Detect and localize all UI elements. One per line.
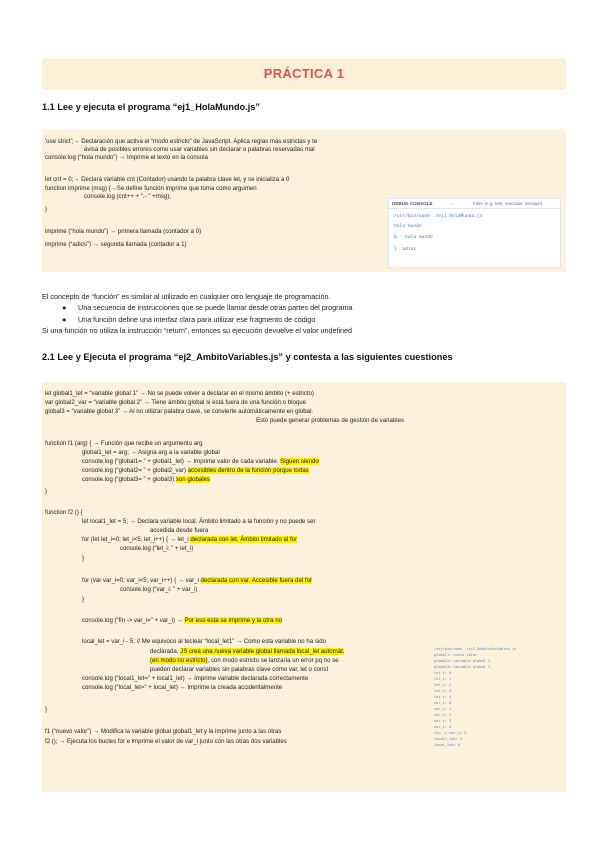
filter-input: Filter (e.g. text, !exclude, \escape) [473, 201, 543, 206]
code-line: pueden declarar variables sin palabras clave como var, let o const [150, 666, 329, 673]
code-line: global1_let = arg; → Asigna arg a la variable global [82, 449, 220, 456]
code-text: declarada, [150, 648, 181, 655]
console-line: global2= variable global 2 [434, 659, 491, 663]
code-line: console.log (“local_let=” + local_let) → Imprime la creada accidentalmente [82, 684, 283, 691]
code-line: accedida desde fuera [150, 527, 209, 534]
paragraph-intro: El concepto de “función” es similar al utilizado en cualquier otro lenguaje de programación. [42, 292, 331, 301]
console-line: let_i: 0 [434, 671, 452, 675]
console-line: var_i: 2 [434, 713, 452, 717]
code-line: } [45, 706, 48, 713]
code-line [82, 617, 282, 625]
highlight: declarada con var. Accesible fuera del for [200, 577, 312, 584]
console-line: local_let= 0 [434, 743, 460, 747]
highlight: Por eso esta se imprime y la otra no [184, 617, 282, 624]
console-line: var_i: 4 [434, 725, 452, 729]
console-divider [389, 208, 560, 209]
console-line: let_i: 1 [434, 677, 452, 681]
console-line: 1. adios [394, 247, 417, 252]
code-line: let local1_let = 5; → Declara variable local. Ámbito limitado a la función y no puede ser [82, 518, 316, 525]
paragraph-outro: Si una función no utiliza la instrucción “return”, entonces su ejecución devuelve el valor undefined [42, 326, 353, 335]
code-block-1 [42, 130, 566, 272]
code-line: 'use strict';→ Declaración que activa el “modo estricto” de JavaScript. Aplica reglas más estrictas y te [45, 138, 318, 145]
console-line: var_i: 0 [434, 701, 452, 705]
code-line [82, 458, 319, 466]
code-line: console.log (“hola mundo”) → Imprime el texto en la consola [45, 154, 208, 161]
console-line: let_i: 3 [434, 689, 452, 693]
section2-heading: 2.1 Lee y Ejecuta el programa “ej2_AmbitoVariables.js” y contesta a las siguientes cuestiones [42, 352, 453, 362]
code-line: f1 (“nuevo valor”) → Modifica la variable global global1_let y la imprime junto a las otras [45, 728, 282, 735]
bullet-text: Una secuencia de instrucciones que se puede llamar desde otras partes del programa [78, 303, 353, 312]
code-text: for (let let_i=0; let_i<5; let_i++) { → let_i [82, 536, 191, 543]
console-line: global1: nuevo valor [434, 653, 478, 657]
section1-heading: 1.1 Lee y ejecuta el programa “ej1_HolaMundo.js” [42, 102, 261, 112]
console-line: 0.- hola mundo [394, 235, 433, 240]
code-line [150, 657, 339, 665]
debug-console-screenshot [388, 198, 561, 268]
code-line [82, 577, 312, 585]
bullet-icon: ● [62, 315, 67, 324]
console-line: var_i: 1 [434, 707, 452, 711]
code-line: console.log (“local1_let=” + local1_let) → Imprime variable declarada correctamente [82, 675, 309, 682]
code-text: console.log (“fin -> var_i=” + var_i) → [82, 617, 185, 624]
console-line: fin -> var_i= 5 [434, 731, 467, 735]
code-line: var global2_var = “variable global 2” → Tiene ámbito global si está fuera de una función o bloque [45, 399, 307, 406]
console-line: hola mundo [394, 224, 422, 229]
page-title: PRÁCTICA 1 [263, 66, 345, 81]
bullet-icon: ● [62, 303, 67, 312]
code-line: function f1 (arg) { → Función que recibe un argumento arg [45, 440, 203, 447]
highlight: JS crea una nueva variable global llamada local_let automát. [180, 648, 345, 655]
highlight: son globales [175, 476, 211, 483]
code-line: } [45, 206, 48, 213]
code-line [82, 536, 297, 544]
code-block-2 [42, 382, 566, 792]
code-line: } [82, 555, 85, 562]
code-text: console.log (“global1= ” + global1_let) → Imprime valor de cada variable. [82, 458, 281, 465]
code-line: } [82, 596, 85, 603]
console-line: let_i: 2 [434, 683, 452, 687]
console-line: global3= variable global 3 [434, 665, 491, 669]
code-line: let cnt = 0;→ Declara variable cnt (Contador) usando la palabra clave let, y se inicializa a 0 [45, 176, 290, 183]
console-output-screenshot [432, 647, 562, 767]
code-line: } [45, 488, 48, 495]
code-line: console.log (“let_i: ” + let_i) [120, 545, 194, 552]
code-line: let global1_let = “variable global 1” → No se puede volver a declarar en el mismo ámbito (+ estricto) [45, 390, 314, 397]
console-line: local1_let= 5 [434, 737, 463, 741]
console-line: /usr/bin/node ./ej2_AmbitoVariables.js [434, 647, 517, 651]
code-line [82, 467, 309, 475]
code-line: global3 = “variable global 3” → Al no utilizar palabra clave, se convierte automáticamente en global. [45, 408, 314, 415]
console-line: let_i: 4 [434, 695, 452, 699]
highlight: Siguen siendo [280, 458, 319, 465]
code-line: imprime (“adios”) → segunda llamada (contador a 1) [45, 241, 187, 248]
code-line: avisa de posibles errores como usar variables sin declarar o palabras reservadas mal [84, 146, 315, 153]
code-line: f2 (); → Ejecuta los bucles for e imprime el valor de var_i junto con las otras dos variables [45, 738, 287, 745]
code-text: console.log (“global3= ” + global3) [82, 476, 176, 483]
code-line: function f2 () { [45, 509, 83, 516]
code-text: for (var var_i=0; var_i<5; var_i++) { → var_i [82, 577, 201, 584]
highlight: accesibles dentro de la función porque todas [187, 467, 309, 474]
highlight: (en modo no estricto) [150, 657, 208, 664]
code-text: console.log (“global2= ” + global2_var) [82, 467, 188, 474]
more-icon: ··· [449, 201, 454, 206]
code-line: console.log (cnt++ + ".- " +msg); [84, 193, 171, 200]
code-line: console.log (“var_i: ” + var_i) [120, 586, 198, 593]
code-line [150, 648, 344, 656]
code-line [82, 476, 210, 484]
code-line: Esto puede generar problemas de gestión de variables [256, 417, 405, 424]
console-line: var_i: 3 [434, 719, 452, 723]
debug-console-tab: DEBUG CONSOLE [392, 201, 433, 206]
console-line: /usr/bin/node ./ej1_HolaMundo.js [394, 214, 483, 219]
code-text: , con modo estricto se lanzaría un error pq no se [207, 657, 339, 664]
code-line: imprime (“hola mundo”) → primera llamada (contador a 0) [45, 228, 202, 235]
bullet-text: Una función define una interfaz clara para utilizar ese fragmento de código [78, 315, 316, 324]
highlight: declarada con let. Ámbito limitado al for [190, 536, 298, 543]
code-line: function imprime (msg) {→Se define función imprime que toma como argumen [45, 185, 257, 192]
code-line: local_let = var_i - 5; // Me equivoco al teclear “local_let1” → Como esta variable no ha sido [82, 638, 327, 645]
